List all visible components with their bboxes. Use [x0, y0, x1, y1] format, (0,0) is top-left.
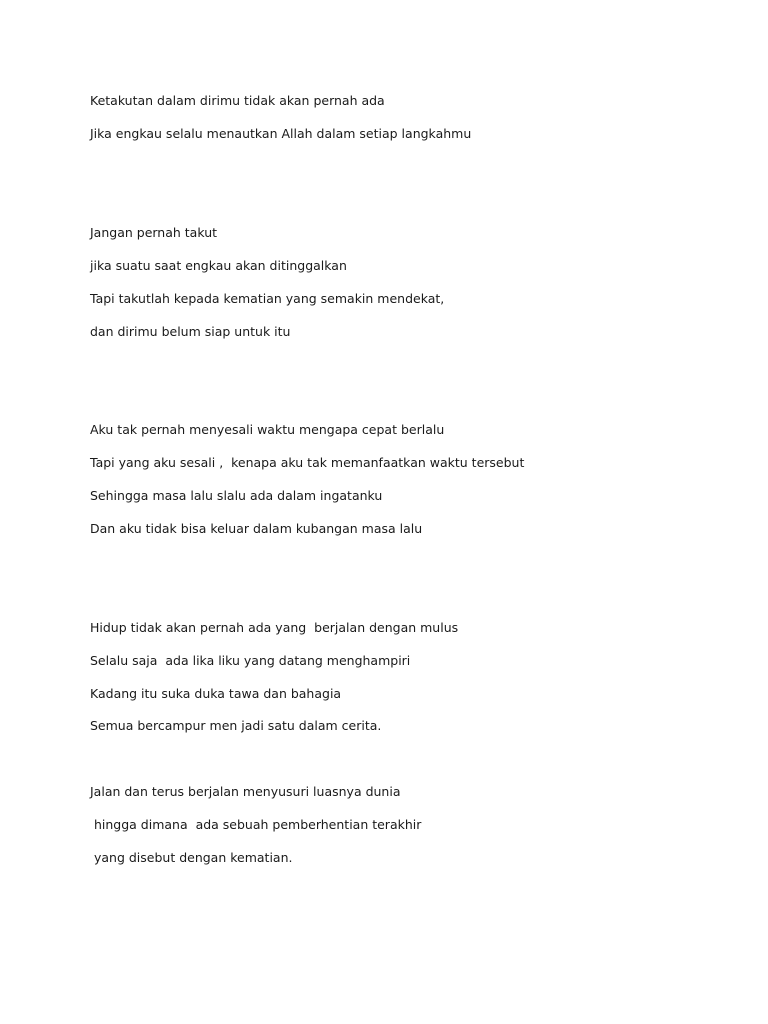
poem-line: Hidup tidak akan pernah ada yang berjalan dengan mulus — [90, 620, 459, 635]
poem-line: Ketakutan dalam dirimu tidak akan pernah ada — [90, 93, 385, 108]
poem-line: Tapi takutlah kepada kematian yang semakin mendekat, — [90, 291, 445, 306]
poem-line: Sehingga masa lalu slalu ada dalam ingatanku — [90, 488, 383, 503]
poem-line: Tapi yang aku sesali , kenapa aku tak memanfaatkan waktu tersebut — [90, 455, 525, 470]
poem-line: Jalan dan terus berjalan menyusuri luasnya dunia — [90, 784, 401, 799]
poem-line: yang disebut dengan kematian. — [90, 850, 293, 865]
poem-line: jika suatu saat engkau akan ditinggalkan — [90, 258, 347, 273]
poem-line: Jangan pernah takut — [90, 225, 218, 240]
poem-line: Jika engkau selalu menautkan Allah dalam setiap langkahmu — [90, 126, 472, 141]
poem-line: dan dirimu belum siap untuk itu — [90, 324, 291, 339]
poem-line: Kadang itu suka duka tawa dan bahagia — [90, 686, 342, 701]
poem-line: Selalu saja ada lika liku yang datang menghampiri — [90, 653, 411, 668]
poem-line: Semua bercampur men jadi satu dalam cerita. — [90, 718, 382, 733]
poem-line: Dan aku tidak bisa keluar dalam kubangan masa lalu — [90, 521, 423, 536]
poem-line: Aku tak pernah menyesali waktu mengapa cepat berlalu — [90, 422, 445, 437]
poem-line: hingga dimana ada sebuah pemberhentian terakhir — [90, 817, 422, 832]
